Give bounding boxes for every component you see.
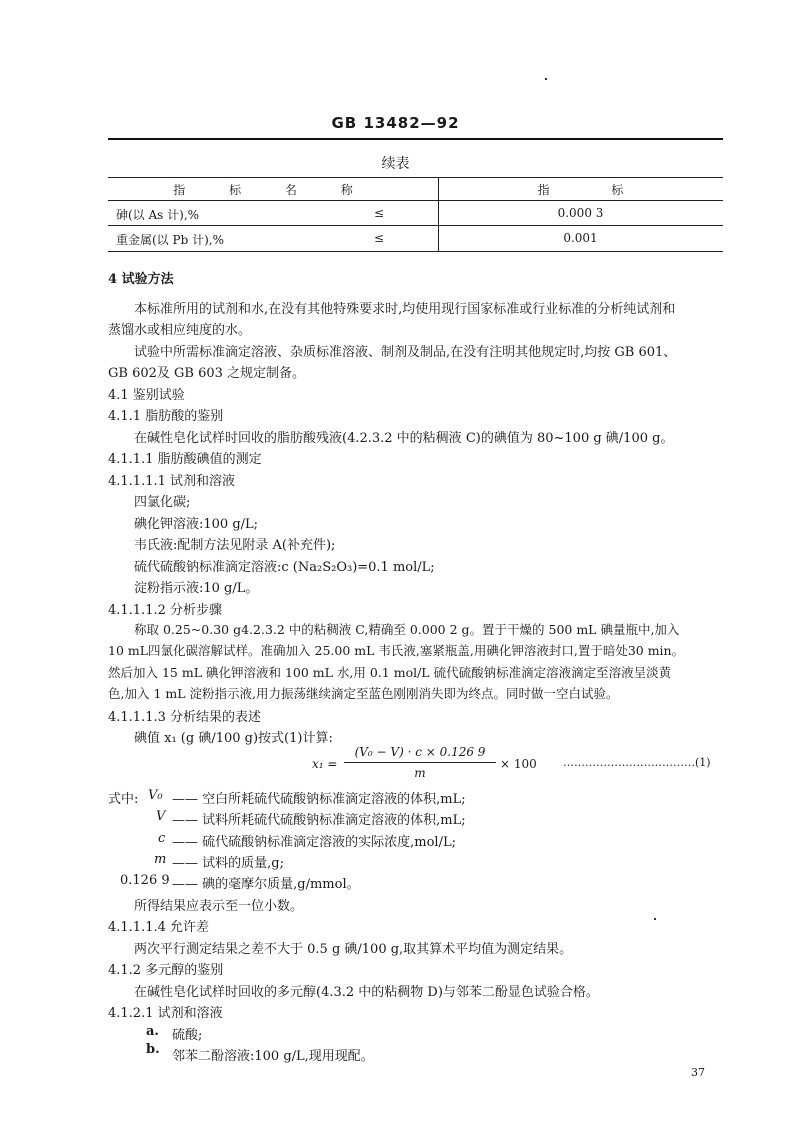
reagent-b-text: 邻苯二酚溶液:100 g/L,现用现配。	[172, 1049, 374, 1064]
procedure-line-2: 10 mL四氯化碳溶解试样。准确加入 25.00 mL 韦氏液,塞紧瓶盖,用碘化钾溶液封口,置于暗处30 min。	[108, 643, 685, 658]
table-top-border	[108, 177, 723, 178]
section-4-para-2-line-1: 试验中所需标准滴定溶液、杂质标准溶液、制剂及制品,在没有注明其他规定时,均按 GB 601、	[134, 345, 677, 360]
table-header-index-b: 标	[611, 183, 624, 197]
procedure-line-3: 然后加入 15 mL 碘化钾溶液和 100 mL 水,用 0.1 mol/L 硫代硫酸钠标准滴定溶液滴定至溶液呈淡黄	[108, 665, 672, 680]
def-desc-c: —— 硫代硫酸钠标准滴定溶液的实际浓度,mol/L;	[172, 835, 456, 850]
table-header-name: 指 标 名 称	[173, 183, 373, 197]
formula-intro: 碘值 x₁ (g 碘/100 g)按式(1)计算:	[134, 731, 333, 746]
table-row-2-value: 0.001	[563, 231, 598, 245]
def-symbol-c: c	[158, 831, 166, 846]
table-header-index-a: 指	[537, 183, 550, 197]
reagent-a-text: 硫酸;	[172, 1028, 203, 1043]
formula-denominator: m	[414, 766, 426, 780]
def-desc-v0: —— 空白所耗硫代硫酸钠标准滴定溶液的体积,mL;	[172, 792, 466, 807]
formula-numerator: (V₀ − V) · c × 0.126 9	[354, 745, 486, 759]
section-4-1-1-1-heading: 4.1.1.1 脂肪酸碘值的测定	[108, 452, 262, 467]
scan-speck	[545, 78, 547, 80]
section-4-1-heading: 4.1 鉴别试验	[108, 388, 185, 403]
header-rule	[108, 138, 723, 140]
procedure-line-1: 称取 0.25~0.30 g4.2.3.2 中的粘稠液 C,精确至 0.000 2 g。置于干燥的 500 mL 碘量瓶中,加入	[134, 622, 680, 637]
table-title: 续表	[381, 156, 410, 172]
procedure-line-4: 色,加入 1 mL 淀粉指示液,用力振荡继续滴定至蓝色刚刚消失即为终点。同时做一空白试验。	[108, 686, 619, 701]
formula-lhs: x₁ =	[312, 757, 338, 771]
def-desc-m: —— 试料的质量,g;	[172, 856, 284, 871]
equation-number: ………………………………(1)	[563, 756, 711, 769]
result-precision-note: 所得结果应表示至一位小数。	[134, 899, 304, 914]
table-row-1-operator: ≤	[374, 206, 385, 220]
section-4-1-2-heading: 4.1.2 多元醇的鉴别	[108, 963, 224, 978]
section-4-para-1-line-1: 本标准所用的试剂和水,在没有其他特殊要求时,均使用现行国家标准或行业标准的分析纯试剂和	[134, 302, 676, 317]
formula-times-100: × 100	[500, 757, 537, 771]
standard-number: GB 13482—92	[331, 114, 460, 132]
section-4-1-2-1-heading: 4.1.2.1 试剂和溶液	[108, 1006, 223, 1021]
def-symbol-iodine: 0.126 9	[120, 873, 170, 888]
def-desc-iodine: —— 碘的毫摩尔质量,g/mmol。	[172, 877, 360, 892]
section-4-para-1-line-2: 蒸馏水或相应纯度的水。	[108, 323, 252, 338]
section-4-1-1-para: 在碱性皂化试样时回收的脂肪酸残液(4.2.3.2 中的粘稠液 C)的碘值为 80~100 g 碘/100 g。	[134, 431, 674, 446]
reagent-item-5: 淀粉指示液:10 g/L。	[134, 581, 259, 596]
reagent-a-label: a.	[146, 1024, 159, 1039]
section-4-1-1-1-4-heading: 4.1.1.1.4 允许差	[108, 920, 210, 935]
section-4-heading: 4 试验方法	[108, 272, 174, 287]
table-header-border	[108, 200, 723, 201]
section-4-1-1-1-1-heading: 4.1.1.1.1 试剂和溶液	[108, 474, 236, 489]
section-4-1-1-1-2-heading: 4.1.1.1.2 分析步骤	[108, 603, 223, 618]
def-symbol-v0: V₀	[148, 788, 163, 803]
page-number: 37	[691, 1066, 705, 1079]
table-row-2-operator: ≤	[374, 231, 385, 245]
fraction-bar	[344, 762, 496, 763]
reagent-item-2: 碘化钾溶液:100 g/L;	[134, 517, 259, 532]
table-row-2-name: 重金属(以 Pb 计),%	[116, 233, 224, 247]
reagent-item-3: 韦氏液:配制方法见附录 A(补充件);	[134, 538, 336, 553]
reagent-b-label: b.	[146, 1042, 160, 1057]
table-header-index	[438, 181, 723, 198]
def-symbol-v: V	[156, 809, 166, 824]
section-4-1-1-heading: 4.1.1 脂肪酸的鉴别	[108, 409, 224, 424]
table-row-border	[108, 225, 723, 226]
table-bottom-border	[108, 251, 723, 252]
def-desc-v: —— 试料所耗硫代硫酸钠标准滴定溶液的体积,mL;	[172, 813, 466, 828]
where-label: 式中:	[108, 792, 139, 807]
reagent-item-1: 四氯化碳;	[134, 495, 191, 510]
section-4-para-2-line-2: GB 602及 GB 603 之规定制备。	[108, 366, 306, 381]
reagent-item-4: 硫代硫酸钠标准滴定溶液:c (Na₂S₂O₃)=0.1 mol/L;	[134, 560, 435, 575]
polyol-para: 在碱性皂化试样时回收的多元醇(4.3.2 中的粘稠物 D)与邻苯二酚显色试验合格。	[134, 985, 599, 1000]
def-symbol-m: m	[154, 852, 167, 867]
table-row-1-value: 0.000 3	[557, 206, 604, 220]
section-4-1-1-1-3-heading: 4.1.1.1.3 分析结果的表述	[108, 710, 262, 725]
tolerance-para: 两次平行测定结果之差不大于 0.5 g 碘/100 g,取其算术平均值为测定结果。	[134, 942, 573, 957]
scan-speck	[654, 918, 656, 920]
table-row-1-name: 砷(以 As 计),%	[116, 208, 200, 222]
